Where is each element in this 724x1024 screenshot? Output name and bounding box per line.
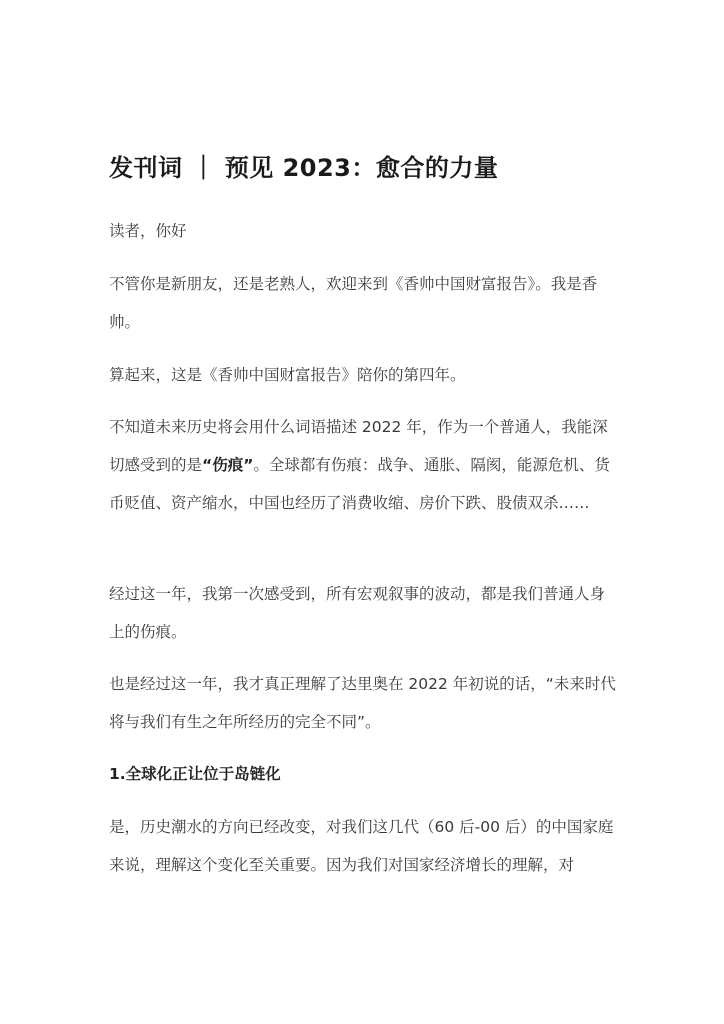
history-paragraph: 是，历史潮水的方向已经改变，对我们这几代（60 后-00 后）的中国家庭来说，理解这个变化至关重要。因为我们对国家经济增长的理解，对 — [109, 818, 614, 874]
scars-keyword: “伤痕” — [202, 456, 254, 474]
scars-paragraph — [109, 408, 619, 522]
article-title: 发刊词 ｜ 预见 2023：愈合的力量 — [109, 154, 499, 182]
section-heading: 1.全球化正让位于岛链化 — [109, 765, 281, 783]
fourth-year-paragraph: 算起来，这是《香帅中国财富报告》陪你的第四年。 — [109, 366, 466, 384]
greeting-paragraph: 读者，你好 — [109, 222, 187, 240]
macro-paragraph: 经过这一年，我第一次感受到，所有宏观叙事的波动，都是我们普通人身上的伤痕。 — [109, 585, 606, 641]
intro-paragraph: 不管你是新朋友，还是老熟人，欢迎来到《香帅中国财富报告》。我是香帅。 — [109, 275, 598, 331]
dalio-paragraph: 也是经过这一年，我才真正理解了达里奥在 2022 年初说的话，“未来时代将与我们有生之年所经历的完全不同”。 — [109, 675, 616, 731]
scars-text-after: 。全球都有伤痕：战争、通胀、隔阂，能源危机、货币贬值、资产缩水，中国也经历了消费收缩、房价下跌、股债双杀…… — [109, 456, 610, 512]
scars-text-before: 不知道未来历史将会用什么词语描述 2022 年，作为一个普通人，我能深切感受到的是 — [109, 418, 608, 474]
